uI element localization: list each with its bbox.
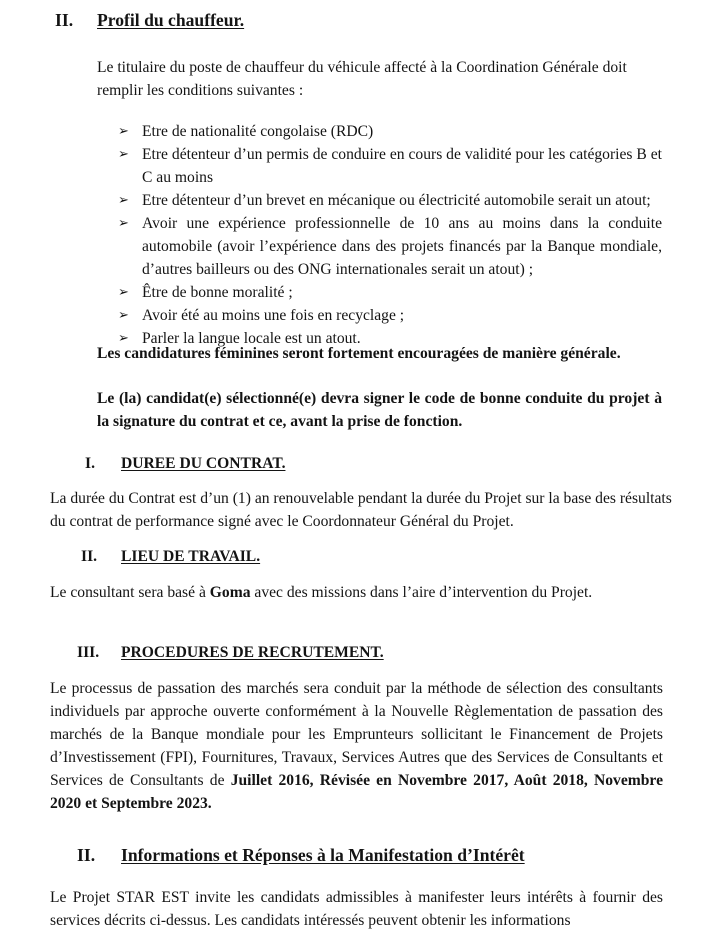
profil-conditions-list: [118, 120, 662, 350]
arrow-bullet-icon: ➢: [118, 193, 129, 208]
condition-text: Avoir été au moins une fois en recyclage ;: [142, 307, 405, 324]
arrow-bullet-icon: ➢: [118, 216, 129, 231]
condition-item: [118, 120, 662, 143]
arrow-bullet-icon: ➢: [118, 285, 129, 300]
condition-item: [118, 143, 662, 189]
section-number: III.: [77, 644, 100, 661]
condition-text: Etre détenteur d’un permis de conduire en cours de validité pour les catégories B et C au moins: [142, 146, 662, 186]
section-number: II.: [55, 10, 74, 30]
arrow-bullet-icon: ➢: [118, 124, 129, 139]
condition-text: Parler la langue locale est un atout.: [142, 330, 361, 347]
procedures-dates: Juillet 2016, Révisée en Novembre 2017, Août 2018, Novembre 2020 et Septembre 2023.: [50, 772, 663, 812]
lieu-city: Goma: [209, 584, 251, 601]
condition-text: Être de bonne moralité ;: [142, 284, 293, 301]
procedures-text-body: Le processus de passation des marchés sera conduit par la méthode de sélection des consultants individuels par approche ouverte conformément à la Nouvelle Règlementation de passation des marchés de la Banque mondiale pour les Emprunteurs sollicitant le Financement de Projets d’Investissement (FPI), Fournitures, Travaux, Services Autres que des Services de Consultants et Services de Consultants de: [50, 680, 663, 789]
arrow-bullet-icon: ➢: [118, 147, 129, 162]
note-code-conduite: Le (la) candidat(e) sélectionné(e) devra signer le code de bonne conduite du projet à la signature du contrat et ce, avant la prise de fonction.: [97, 390, 662, 430]
note-feminine: Les candidatures féminines seront fortement encouragées de manière générale.: [97, 345, 621, 362]
condition-item: [118, 212, 662, 281]
condition-item: [118, 304, 662, 327]
informations-text: Le Projet STAR EST invite les candidats admissibles à manifester leurs intérêts à fournir des services décrits ci-dessus. Les candidats intéressés peuvent obtenir les informations: [50, 889, 663, 929]
procedures-text: [50, 677, 663, 815]
duree-text: La durée du Contrat est d’un (1) an renouvelable pendant la durée du Projet sur la base des résultats du contrat de performance signé avec le Coordonnateur Général du Projet.: [50, 490, 672, 530]
section-title: Profil du chauffeur.: [97, 10, 245, 30]
condition-text: Etre de nationalité congolaise (RDC): [142, 123, 374, 140]
section-title: Informations et Réponses à la Manifestation d’Intérêt: [121, 845, 525, 865]
profil-intro: Le titulaire du poste de chauffeur du véhicule affecté à la Coordination Générale doit remplir les conditions suivantes :: [97, 59, 627, 99]
section-heading-procedures: [77, 641, 384, 664]
condition-text: Avoir une expérience professionnelle de 10 ans au moins dans la conduite automobile (avoir l’expérience dans des projets financés par la Banque mondiale, d’autres bailleurs ou des ONG internationales serait un atout) ;: [142, 215, 662, 278]
condition-item: [118, 189, 662, 212]
section-title: PROCEDURES DE RECRUTEMENT.: [121, 644, 384, 661]
section-heading-profil: [55, 9, 244, 32]
section-title: LIEU DE TRAVAIL.: [121, 548, 261, 565]
section-heading-informations: [77, 844, 525, 867]
lieu-text: [50, 581, 675, 604]
section-number: I.: [85, 455, 95, 472]
lieu-text-before: Le consultant sera basé à: [50, 584, 210, 601]
lieu-text-after: avec des missions dans l’aire d’intervention du Projet.: [250, 584, 593, 601]
section-number: II.: [81, 548, 98, 565]
arrow-bullet-icon: ➢: [118, 331, 129, 346]
arrow-bullet-icon: ➢: [118, 308, 129, 323]
condition-text: Etre détenteur d’un brevet en mécanique ou électricité automobile serait un atout;: [142, 192, 651, 209]
section-number: II.: [77, 845, 96, 865]
section-heading-lieu: [81, 545, 260, 568]
section-heading-duree: [85, 452, 285, 475]
condition-item: [118, 281, 662, 304]
section-title: DUREE DU CONTRAT.: [121, 455, 286, 472]
